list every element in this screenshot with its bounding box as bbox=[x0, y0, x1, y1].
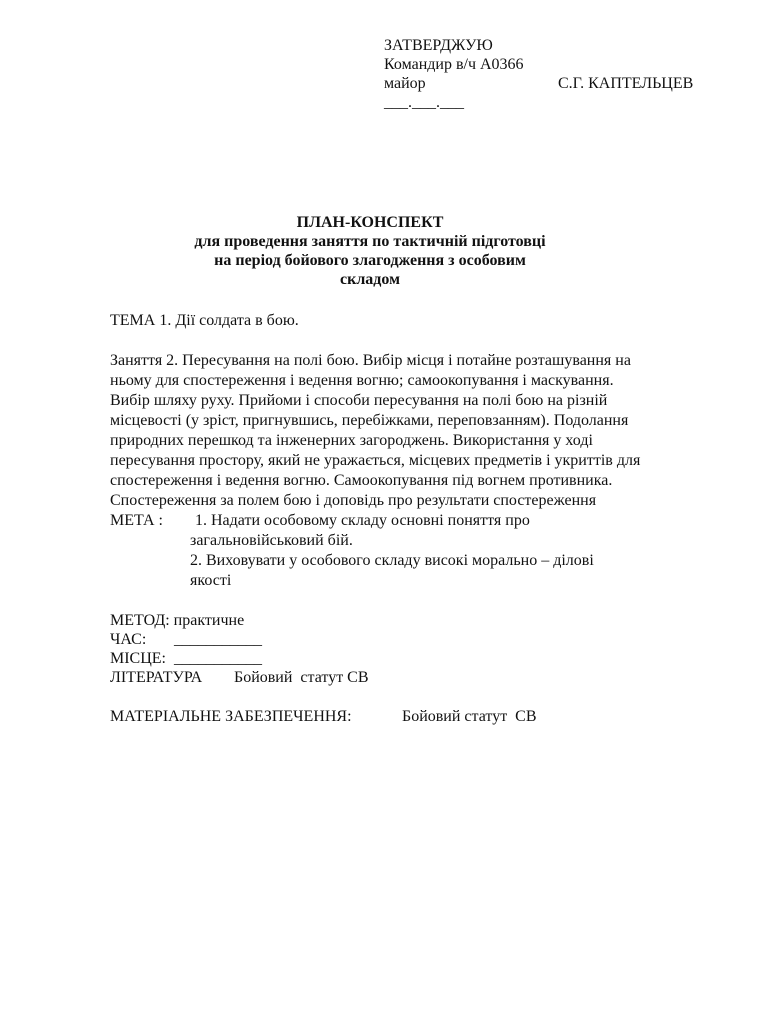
place-row bbox=[110, 649, 720, 668]
lesson-line: спостереження і ведення вогню. Самоокопування під вогнем противника. bbox=[110, 472, 613, 489]
place-value: ___________ bbox=[174, 650, 262, 667]
approval-commander: Командир в/ч А0366 bbox=[384, 56, 524, 73]
materials-label: МАТЕРІАЛЬНЕ ЗАБЕЗПЕЧЕННЯ: bbox=[110, 708, 352, 725]
spacer bbox=[110, 687, 720, 707]
goal-item-1-line-2: загальновійськовий бій. bbox=[190, 532, 353, 549]
lesson-line: Вибір шляху руху. Прийоми і способи пересування на полі бою на різній bbox=[110, 392, 608, 409]
lesson-line: Спостереження за полем бою і доповідь про результати спостереження bbox=[110, 492, 597, 509]
title-line-2: для проведення заняття по тактичній підготовці bbox=[194, 233, 546, 250]
materials-value: Бойовий статут СВ bbox=[402, 708, 537, 725]
approval-rank: майор bbox=[384, 75, 426, 92]
lesson-line: Заняття 2. Пересування на полі бою. Вибір місця і потайне розташування на bbox=[110, 352, 631, 369]
approval-name: С.Г. КАПТЕЛЬЦЕВ bbox=[558, 75, 694, 92]
spacer bbox=[110, 591, 720, 611]
goal-row bbox=[110, 511, 720, 531]
time-row bbox=[110, 630, 720, 649]
lesson-line: природних перешкод та інженерних загороджень. Використання у ході bbox=[110, 432, 593, 449]
method-row: МЕТОД: практичне bbox=[110, 612, 245, 629]
document-title bbox=[150, 213, 590, 289]
time-label: ЧАС: bbox=[110, 631, 147, 648]
approval-heading: ЗАТВЕРДЖУЮ bbox=[384, 37, 493, 54]
goal-item-1-line-1: 1. Надати особовому складу основні поняття про bbox=[195, 512, 530, 529]
approval-block bbox=[384, 36, 724, 112]
goal-item-2-line-1: 2. Виховувати у особового складу високі морально – ділові bbox=[190, 552, 594, 569]
title-line-4: складом bbox=[340, 271, 400, 288]
literature-row bbox=[110, 668, 720, 687]
title-main: ПЛАН-КОНСПЕКТ bbox=[296, 214, 444, 231]
literature-value: Бойовий статут СВ bbox=[234, 669, 369, 686]
time-value: ___________ bbox=[174, 631, 262, 648]
materials-row bbox=[110, 707, 720, 727]
lesson-line: місцевості (у зріст, пригнувшись, перебіжками, переповзанням). Подолання bbox=[110, 412, 629, 429]
goal-item-2-line-2: якості bbox=[190, 572, 232, 589]
lesson-line: ньому для спостереження і ведення вогню; самоокопування і маскування. bbox=[110, 372, 614, 389]
approval-date-line: ___.___.___ bbox=[384, 94, 464, 111]
place-label: МІСЦЕ: bbox=[110, 650, 166, 667]
lesson-line: пересування простору, який не уражається, місцевих предметів і укриттів для bbox=[110, 452, 641, 469]
lesson-paragraph bbox=[110, 351, 720, 511]
theme-text: ТЕМА 1. Дії солдата в бою. bbox=[110, 312, 299, 329]
title-line-3: на період бойового злагодження з особовим bbox=[214, 252, 526, 269]
document-body bbox=[110, 311, 720, 727]
goal-label: МЕТА : bbox=[110, 512, 163, 529]
literature-label: ЛІТЕРАТУРА bbox=[110, 669, 203, 686]
